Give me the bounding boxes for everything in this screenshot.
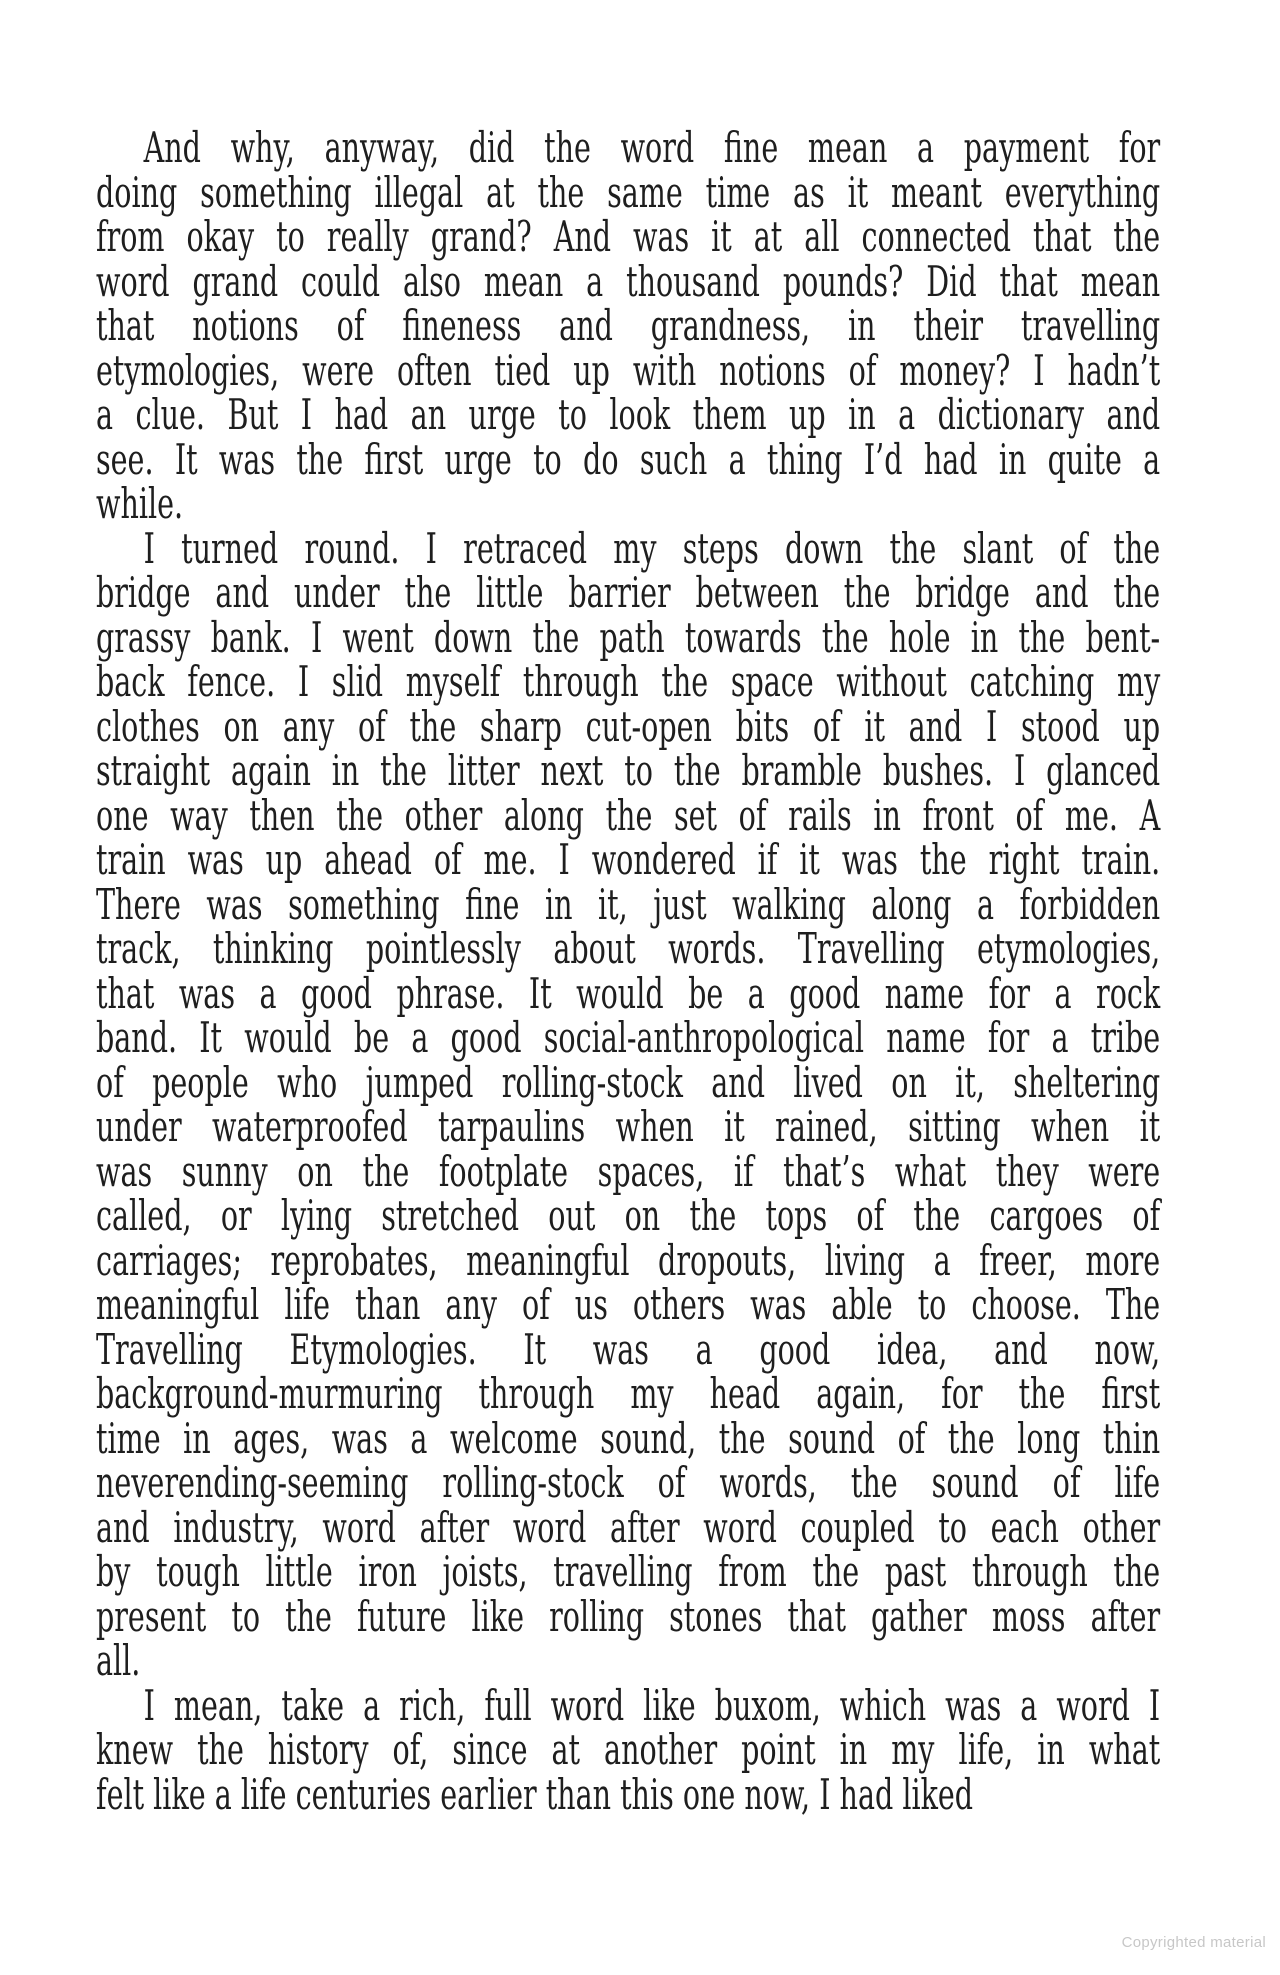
text-line: knew the history of, since at another point in my life, in what	[96, 1725, 1161, 1774]
text-line: one way then the other along the set of rails in front of me. A	[96, 790, 1161, 840]
text-line: band. It would be a good social-anthropological name for a tribe	[96, 1013, 1161, 1062]
text-line: carriages; reprobates, meaningful dropouts, living a freer, more	[96, 1235, 1161, 1285]
text-line: track, thinking pointlessly about words. Travelling etymologies,	[96, 924, 1161, 973]
text-line: felt like a life centuries earlier than this one now, I had liked	[96, 1769, 974, 1819]
text-line: all.	[96, 1636, 141, 1685]
text-line: word grand could also mean a thousand pounds? Did that mean	[96, 256, 1161, 306]
copyright-watermark: Copyrighted material	[1121, 1934, 1266, 1951]
text-line: present to the future like rolling stones that gather moss after	[96, 1591, 1161, 1641]
text-line: train was up ahead of me. I wondered if it was the right train.	[96, 835, 1161, 884]
text-line: straight again in the litter next to the bramble bushes. I glanced	[96, 746, 1161, 795]
text-line: and industry, word after word after word coupled to each other	[96, 1502, 1161, 1552]
text-line: see. It was the first urge to do such a thing I’d had in quite a	[96, 434, 1161, 484]
text-line: There was something fine in it, just walking along a forbidden	[96, 879, 1161, 929]
text-line: And why, anyway, did the word fine mean a payment for	[143, 123, 1161, 172]
text-line: by tough little iron joists, travelling from the past through the	[96, 1547, 1161, 1596]
paragraph	[96, 523, 1280, 1685]
text-line: bridge and under the little barrier between the bridge and the	[96, 568, 1161, 617]
text-line: etymologies, were often tied up with notions of money? I hadn’t	[96, 345, 1161, 395]
text-line: that was a good phrase. It would be a good name for a rock	[96, 968, 1161, 1018]
text-line: I turned round. I retraced my steps down the slant of the	[143, 523, 1161, 573]
text-line: I mean, take a rich, full word like buxom, which was a word I	[143, 1680, 1161, 1730]
paragraph	[96, 123, 1280, 528]
text-line: called, or lying stretched out on the tops of the cargoes of	[96, 1191, 1161, 1240]
text-line: from okay to really grand? And was it at all connected that the	[96, 212, 1161, 261]
text-line: Travelling Etymologies. It was a good idea, and now,	[96, 1324, 1161, 1374]
text-block	[96, 123, 1280, 1819]
text-line: time in ages, was a welcome sound, the sound of the long thin	[96, 1413, 1161, 1463]
text-line: that notions of fineness and grandness, in their travelling	[96, 301, 1161, 350]
text-line: while.	[96, 479, 184, 528]
text-line: under waterproofed tarpaulins when it rained, sitting when it	[96, 1102, 1161, 1151]
text-line: a clue. But I had an urge to look them up in a dictionary and	[96, 390, 1161, 439]
paragraph	[96, 1680, 1280, 1819]
text-line: was sunny on the footplate spaces, if that’s what they were	[96, 1146, 1161, 1196]
text-line: neverending-seeming rolling-stock of words, the sound of life	[96, 1458, 1161, 1507]
text-line: doing something illegal at the same time as it meant everything	[96, 167, 1161, 217]
text-line: of people who jumped rolling-stock and lived on it, sheltering	[96, 1057, 1161, 1107]
text-line: background-murmuring through my head again, for the first	[96, 1369, 1161, 1418]
text-line: meaningful life than any of us others was able to choose. The	[96, 1280, 1161, 1329]
text-line: grassy bank. I went down the path towards the hole in the bent-	[96, 612, 1161, 662]
text-line: back fence. I slid myself through the space without catching my	[96, 657, 1161, 706]
text-line: clothes on any of the sharp cut-open bits of it and I stood up	[96, 701, 1161, 751]
